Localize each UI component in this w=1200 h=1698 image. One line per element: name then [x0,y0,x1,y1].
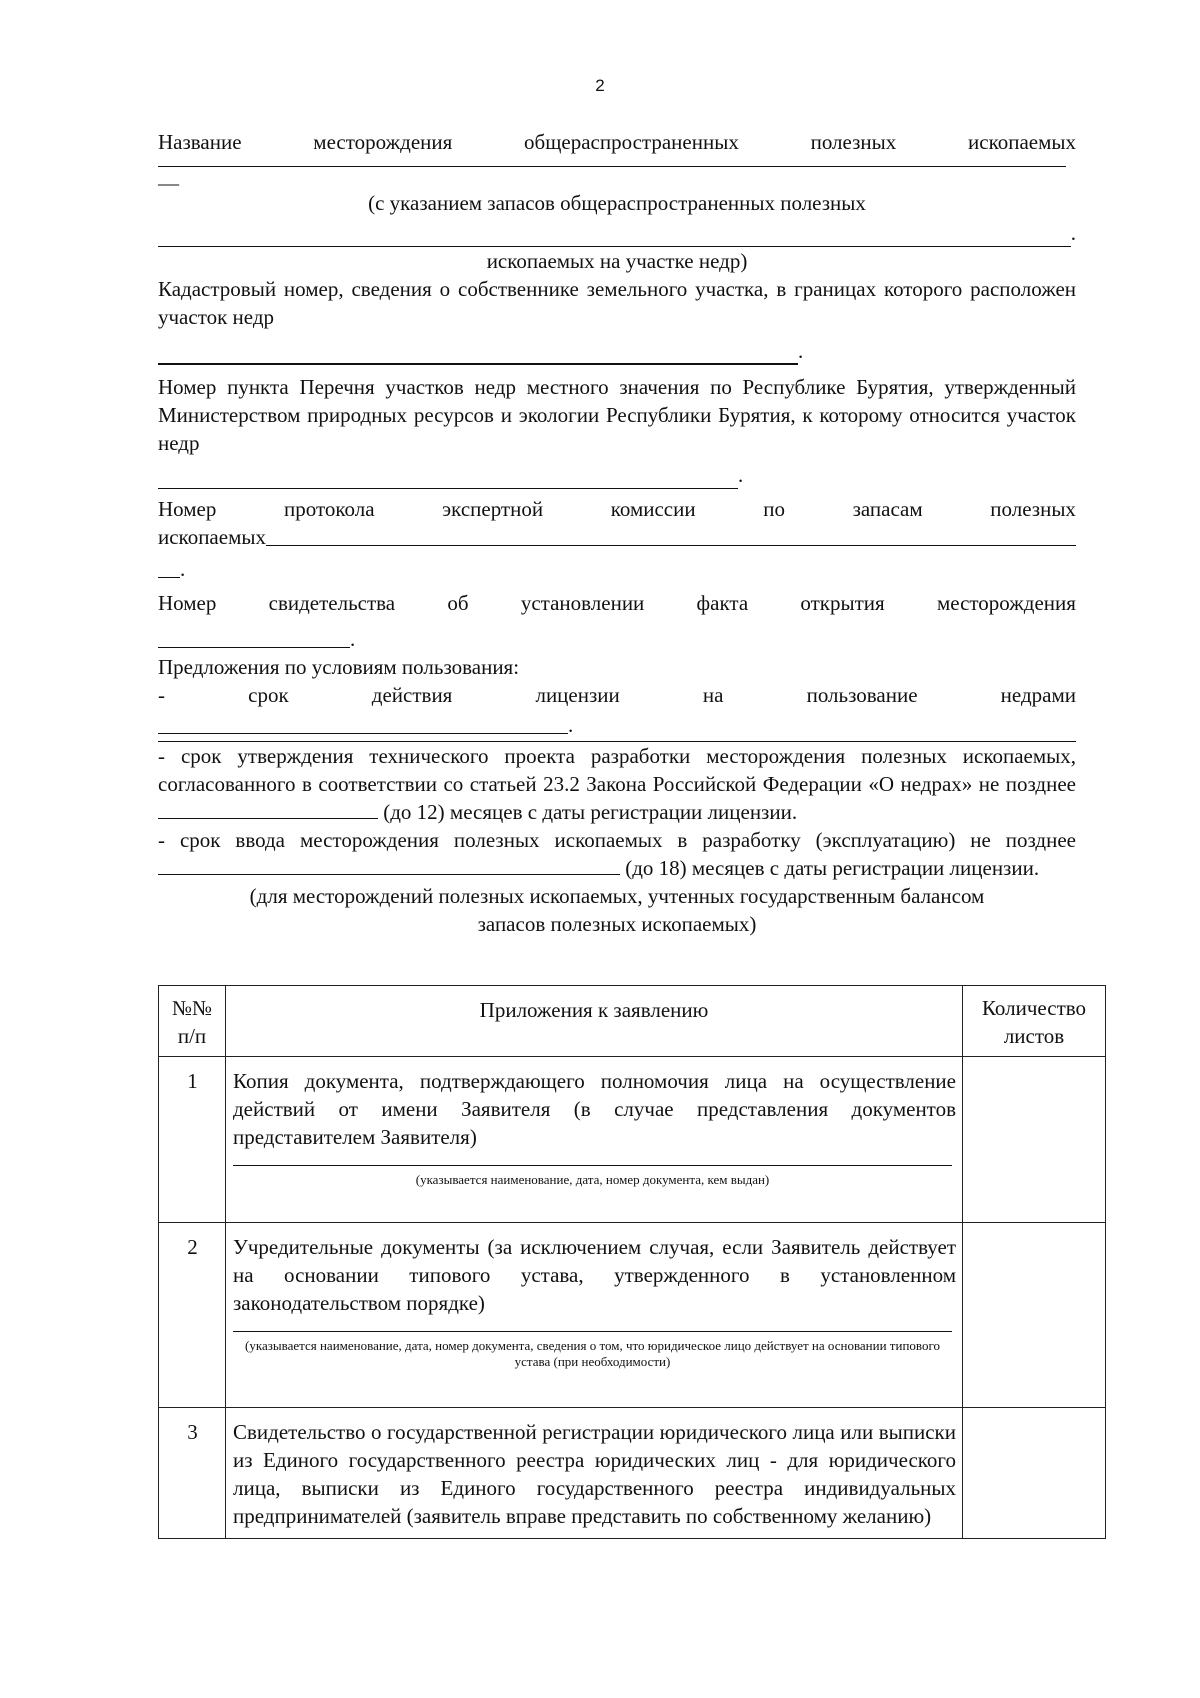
page-number: 2 [595,76,605,95]
row-caption: (указывается наименование, дата, номер документа, кем выдан) [415,1172,770,1187]
row-num: 2 [187,1235,198,1259]
exploitation-field[interactable] [158,856,620,875]
license-term-field[interactable] [158,733,568,734]
balance-note-2: запасов полезных ископаемых) [477,912,757,936]
proposals-heading: Предложения по условиям пользования: [158,655,520,679]
cadastral-label: Кадастровый номер, сведения о собственнике земельного участка, в границах которого расположен участок недр [158,277,1076,329]
list-item-field[interactable] [158,488,738,489]
header-count: Количество листов [981,996,1087,1048]
row-text: Свидетельство о государственной регистрации юридического лица или выписки из Единого государственного реестра юридических лиц - для юридического лица, выписки из Единого государственного реестра индивидуальных предпринимателей (заявитель вправе представить по собственному желанию) [233,1420,956,1528]
row-count-cell[interactable] [963,1223,1106,1408]
table-row [159,1223,1106,1408]
license-term-label: - срок действия лицензии на пользование недрами [158,683,1076,707]
row-num: 1 [187,1069,198,1093]
row-input-line[interactable] [233,1165,952,1166]
balance-note-1: (для месторождений полезных ископаемых, учтенных государственным балансом [249,884,985,908]
certificate-label: Номер свидетельства об установлении факта открытия месторождения [158,591,1076,615]
deposit-name-label: Название месторождения общераспространенных полезных ископаемых [158,130,1076,154]
exploitation-text: - срок ввода месторождения полезных ископаемых в разработку (эксплуатацию) не позднее (до 18) месяцев с даты регистрации лицензии. [158,828,1076,880]
tech-project-field[interactable] [158,800,378,819]
row-count-cell[interactable] [963,1057,1106,1223]
form-body: Название месторождения общераспространенных полезных ископаемых — (с указанием запасов общераспространенных полезных . ископаемых на участке недр) Кадастровый номер, сведения о собственнике земельного участка, в границах которого расположен участок недр . Номер пункта Перечня участков недр местного значения по Республике Бурятия, утвержденный Министерством природных ресурсов и экологии Республики Бурятия, к которому относится участок недр . Номер протокола экспертной комиссии по запасам полезных ископаемых . Номер свидетельства об установлении факта открытия месторождения . Предложения по условиям пользования: - срок действия лицензии на пользование недрами . - срок утверждения технического проекта разработки месторождения полезных ископаемых, согласованного в соответствии со статьей 23.2 Закона Российской Федерации «О недрах» не позднее (до 12) месяцев с даты регистрации лицензии. - срок ввода месторождения полезных ископаемых в разработку (эксплуатацию) не позднее (до 18) месяцев с даты регистрации лицензии. (для месторождений полезных ископаемых, учтенных государственным балансом запасов полезных ископаемых) [158,130,1076,936]
row-text: Копия документа, подтверждающего полномочия лица на осуществление действий от имени Заявителя (в случае представления документов представителем Заявителя) [233,1069,956,1149]
table-row [159,1408,1106,1539]
cadastral-field[interactable] [158,363,798,365]
table-row [159,1057,1106,1223]
row-caption: (указывается наименование, дата, номер документа, сведения о том, что юридическое лицо действует на основании типового устава (при необходимости) [245,1338,940,1369]
dash-mark: — [158,171,179,195]
reserves-caption-2: ископаемых на участке недр) [486,249,748,273]
certificate-field[interactable] [158,647,350,648]
row-count-cell[interactable] [963,1408,1106,1539]
row-text: Учредительные документы (за исключением случая, если Заявитель действует на основании типового устава, утвержденного в установленном законодательством порядке) [233,1235,956,1315]
attachments-table [158,985,1106,1539]
reserves-caption-1: (с указанием запасов общераспространенных полезных [368,191,866,215]
protocol-label: Номер протокола экспертной комиссии по запасам полезных [158,497,1076,521]
protocol-field[interactable] [266,545,1076,546]
row-num: 3 [187,1420,198,1444]
tech-project-text: - срок утверждения технического проекта разработки месторождения полезных ископаемых, согласованного в соответствии со статьей 23.2 Закона Российской Федерации «О недрах» не позднее (до 12) месяцев с даты регистрации лицензии. [158,744,1076,824]
table-header-row [159,986,1106,1057]
row-input-line[interactable] [233,1331,952,1332]
list-item-label: Номер пункта Перечня участков недр местного значения по Республике Бурятия, утвержденный Министерством природных ресурсов и экологии Республики Бурятия, к которому относится участок недр [158,375,1076,455]
header-title: Приложения к заявлению [479,998,709,1022]
header-num: №№ п/п [171,996,213,1048]
